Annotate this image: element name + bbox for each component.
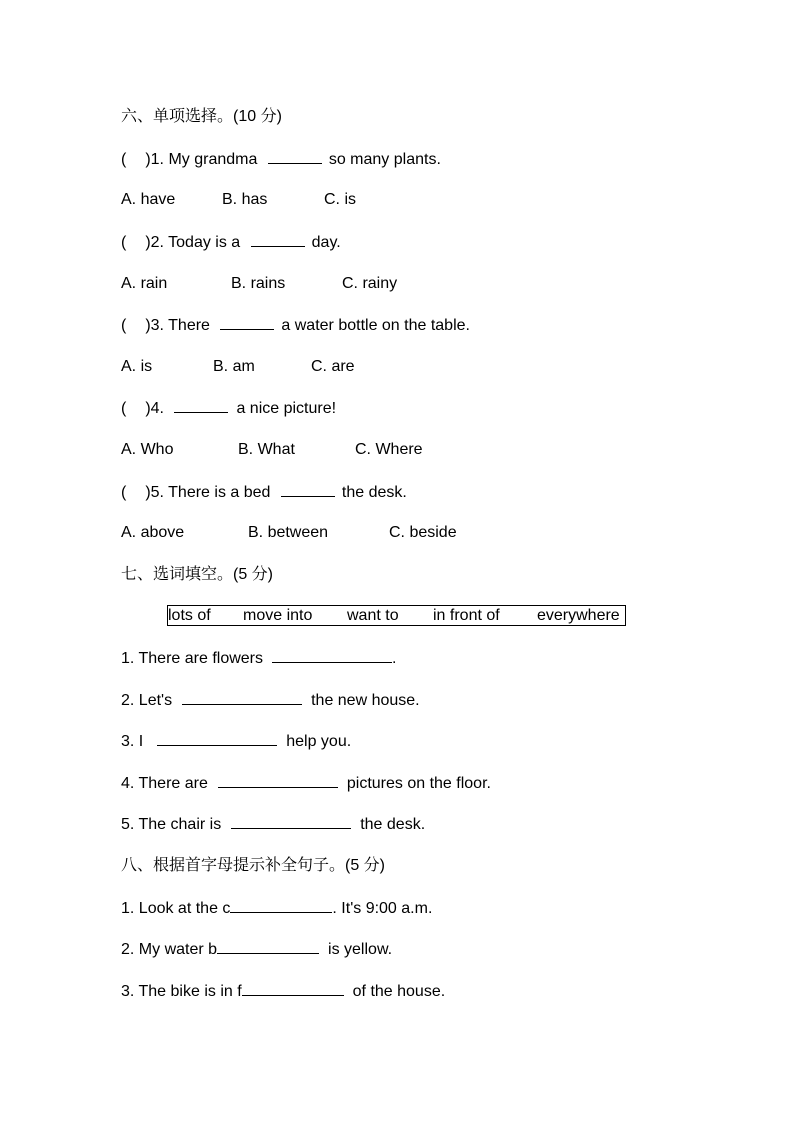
fill-item-tail: the desk.: [360, 816, 426, 833]
option-b: B. has: [222, 191, 268, 208]
option-a: A. is: [121, 358, 153, 375]
complete-item-3: [121, 981, 445, 1002]
word-bank: [167, 605, 626, 626]
open-paren: (: [121, 234, 127, 251]
question-tail: the desk.: [341, 484, 407, 501]
fill-item-1: [121, 648, 396, 669]
option-c: C. rainy: [342, 275, 398, 292]
answer-blank[interactable]: [157, 731, 277, 746]
word-bank-item: in front of: [433, 607, 500, 624]
complete-item-text: 1. Look at the c: [121, 900, 231, 917]
fill-item-3: [121, 731, 351, 752]
question-4: [121, 398, 336, 419]
option-b: B. am: [213, 358, 255, 375]
question-stem: )1. My grandma: [145, 151, 258, 168]
complete-item-tail: of the house.: [352, 983, 446, 1000]
fill-item-2: [121, 690, 420, 711]
question-stem: )4.: [145, 400, 164, 417]
word-bank-item: lots of: [168, 607, 211, 624]
option-c: C. are: [311, 358, 355, 375]
open-paren: (: [121, 400, 127, 417]
answer-blank[interactable]: [281, 482, 335, 497]
option-c: C. Where: [355, 441, 423, 458]
complete-item-1: [121, 898, 432, 919]
open-paren: (: [121, 151, 127, 168]
answer-blank[interactable]: [231, 814, 351, 829]
fill-item-text: 1. There are flowers: [121, 650, 263, 667]
option-c: C. is: [324, 191, 356, 208]
answer-blank[interactable]: [251, 232, 305, 247]
question-tail: a water bottle on the table.: [281, 317, 470, 334]
open-paren: (: [121, 317, 127, 334]
answer-blank[interactable]: [242, 981, 344, 996]
option-c: C. beside: [389, 524, 457, 541]
section-7-title: 七、选词填空。(5 分): [121, 566, 274, 583]
option-b: B. between: [248, 524, 329, 541]
word-bank-item: want to: [347, 607, 399, 624]
word-bank-item: move into: [243, 607, 313, 624]
question-5: [121, 482, 407, 503]
answer-blank[interactable]: [174, 398, 228, 413]
fill-item-4: [121, 773, 491, 794]
section-8-title: 八、根据首字母提示补全句子。(5 分): [121, 857, 386, 874]
question-stem: )2. Today is a: [145, 234, 241, 251]
question-stem: )3. There: [145, 317, 210, 334]
complete-item-tail: . It's 9:00 a.m.: [332, 900, 433, 917]
question-3: [121, 315, 470, 336]
complete-item-2: [121, 939, 392, 960]
complete-item-text: 2. My water b: [121, 941, 218, 958]
fill-item-tail: pictures on the floor.: [346, 775, 491, 792]
fill-item-text: 5. The chair is: [121, 816, 222, 833]
complete-item-tail: is yellow.: [328, 941, 393, 958]
option-b: B. rains: [231, 275, 286, 292]
option-a: A. have: [121, 191, 176, 208]
section-6-title: 六、单项选择。(10 分): [121, 108, 282, 125]
answer-blank[interactable]: [272, 648, 392, 663]
option-a: A. Who: [121, 441, 174, 458]
option-b: B. What: [238, 441, 295, 458]
question-tail: so many plants.: [328, 151, 441, 168]
question-tail: day.: [311, 234, 341, 251]
question-tail: a nice picture!: [236, 400, 337, 417]
fill-item-text: 3. I: [121, 733, 144, 750]
fill-item-text: 4. There are: [121, 775, 208, 792]
fill-item-text: 2. Let's: [121, 692, 173, 709]
open-paren: (: [121, 484, 127, 501]
word-bank-item: everywhere: [537, 607, 620, 624]
fill-item-5: [121, 814, 425, 835]
answer-blank[interactable]: [230, 898, 332, 913]
fill-item-tail: help you.: [286, 733, 352, 750]
answer-blank[interactable]: [218, 773, 338, 788]
fill-item-tail: the new house.: [311, 692, 420, 709]
answer-blank[interactable]: [217, 939, 319, 954]
question-stem: )5. There is a bed: [145, 484, 271, 501]
answer-blank[interactable]: [268, 149, 322, 164]
answer-blank[interactable]: [220, 315, 274, 330]
fill-item-tail: .: [392, 650, 397, 667]
question-2: [121, 232, 341, 253]
question-1: [121, 149, 441, 170]
option-a: A. above: [121, 524, 185, 541]
complete-item-text: 3. The bike is in f: [121, 983, 242, 1000]
answer-blank[interactable]: [182, 690, 302, 705]
option-a: A. rain: [121, 275, 168, 292]
